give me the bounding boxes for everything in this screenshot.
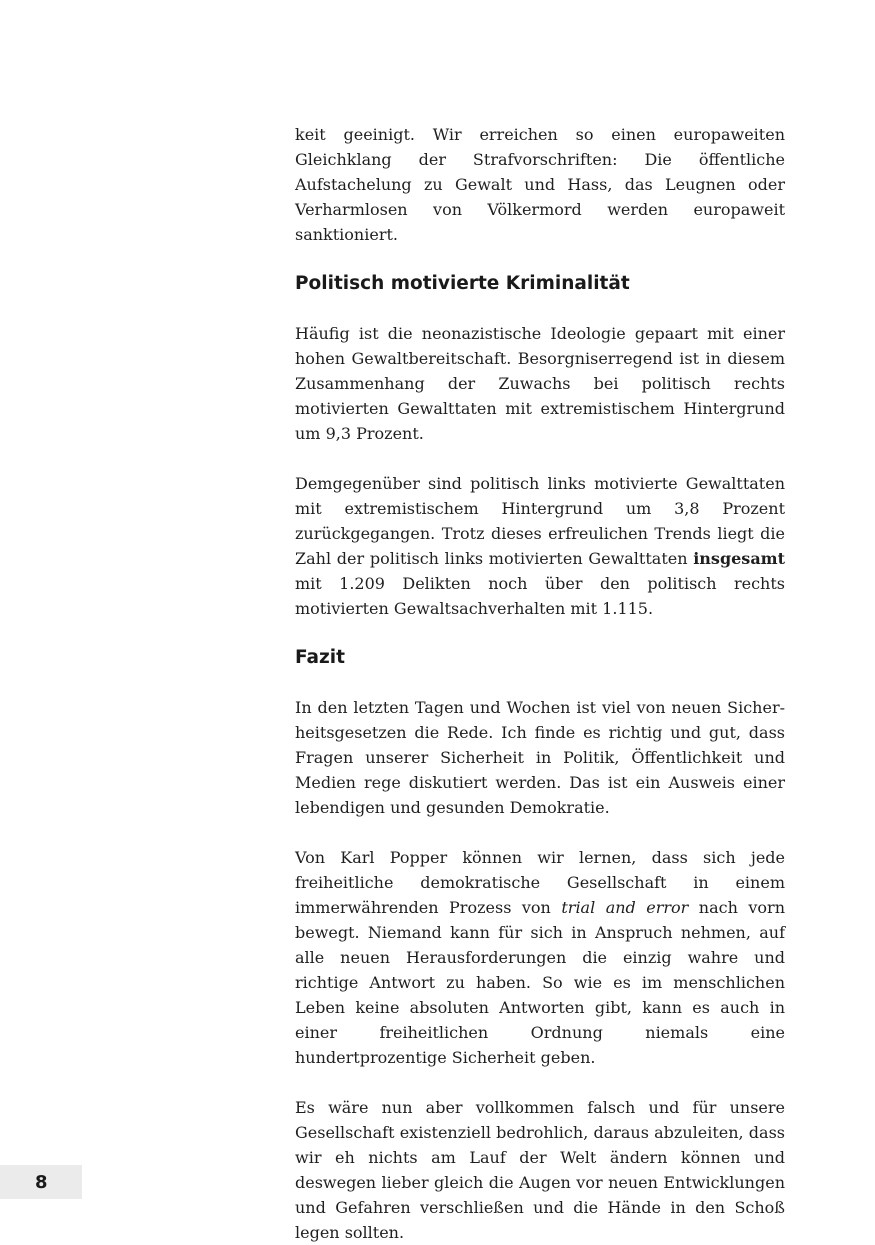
paragraph-conclusion: Es wäre nun aber vollkommen falsch und für unsere Gesellschaft existenziell bedrohlich, daraus abzuleiten, dass wir eh nichts am Lauf der Welt ändern können und deswegen lieber gleich die Augen vor neuen Entwicklungen und Gefahren verschließen und die Hände in den Schoß legen sollten. — [295, 1098, 785, 1242]
paragraph-text: Demgegenüber sind politisch links motivierte Gewalttaten mit extremistischem Hintergrund um 3,8 Prozent zurückgegangen. Trotz dieses erfreulichen Trends liegt die Zahl der politisch links motivierten Gewalttaten — [295, 474, 785, 568]
intro-paragraph: keit geeinigt. Wir erreichen so einen europaweiten Gleichklang der Strafvorschriften: Die öffentliche Aufstachelung zu Gewalt und Hass, das Leugnen oder Verharmlosen von Völkermord werden europaweit sanktioniert. — [295, 125, 785, 244]
page-number: 8 — [35, 1172, 48, 1193]
emphasis-insgesamt: insgesamt — [693, 549, 785, 568]
italic-trial-and-error: trial and error — [561, 898, 689, 917]
paragraph-text: Von Karl Popper können wir lernen, dass sich jede freiheitliche demokratische Gesellschaft in einem immerwährenden Prozess von — [295, 848, 785, 917]
text-column — [295, 122, 785, 1245]
section-heading-fazit: Fazit — [295, 647, 345, 668]
paragraph-sicherheitsgesetze: In den letzten Tagen und Wochen ist viel von neuen Sicherheitsgesetzen die Rede. Ich finde es richtig und gut, dass Fragen unserer Sicherheit in Politik, Öffentlichkeit und Medien rege diskutiert werden. Das ist ein Ausweis einer lebendigen und gesunden Demokratie. — [295, 698, 785, 817]
paragraph-text: mit 1.209 Delikten noch über den politisch rechts motivierten Gewaltsachverhalten mit 1.115. — [295, 574, 785, 618]
paragraph-text: nach vorn bewegt. Niemand kann für sich in Anspruch nehmen, auf alle neuen Herausforderungen die einzig wahre und richtige Antwort zu haben. So wie es im menschlichen Leben keine absoluten Antworten gibt, kann es auch in einer freiheitlichen Ordnung niemals eine hundertprozentige Sicherheit geben. — [295, 898, 786, 1067]
paragraph-popper — [295, 845, 785, 1070]
section-heading-politisch: Politisch motivierte Kriminalität — [295, 273, 630, 294]
paragraph-gewaltbereitschaft: Häufig ist die neonazistische Ideologie gepaart mit einer hohen Gewaltbereitschaft. Besorgniserregend ist in diesem Zusammenhang der Zuwachs bei politisch rechts motivierten Gewalttaten mit extremistischem Hintergrund um 9,3 Prozent. — [295, 324, 785, 443]
paragraph-links-motiviert — [295, 471, 785, 621]
